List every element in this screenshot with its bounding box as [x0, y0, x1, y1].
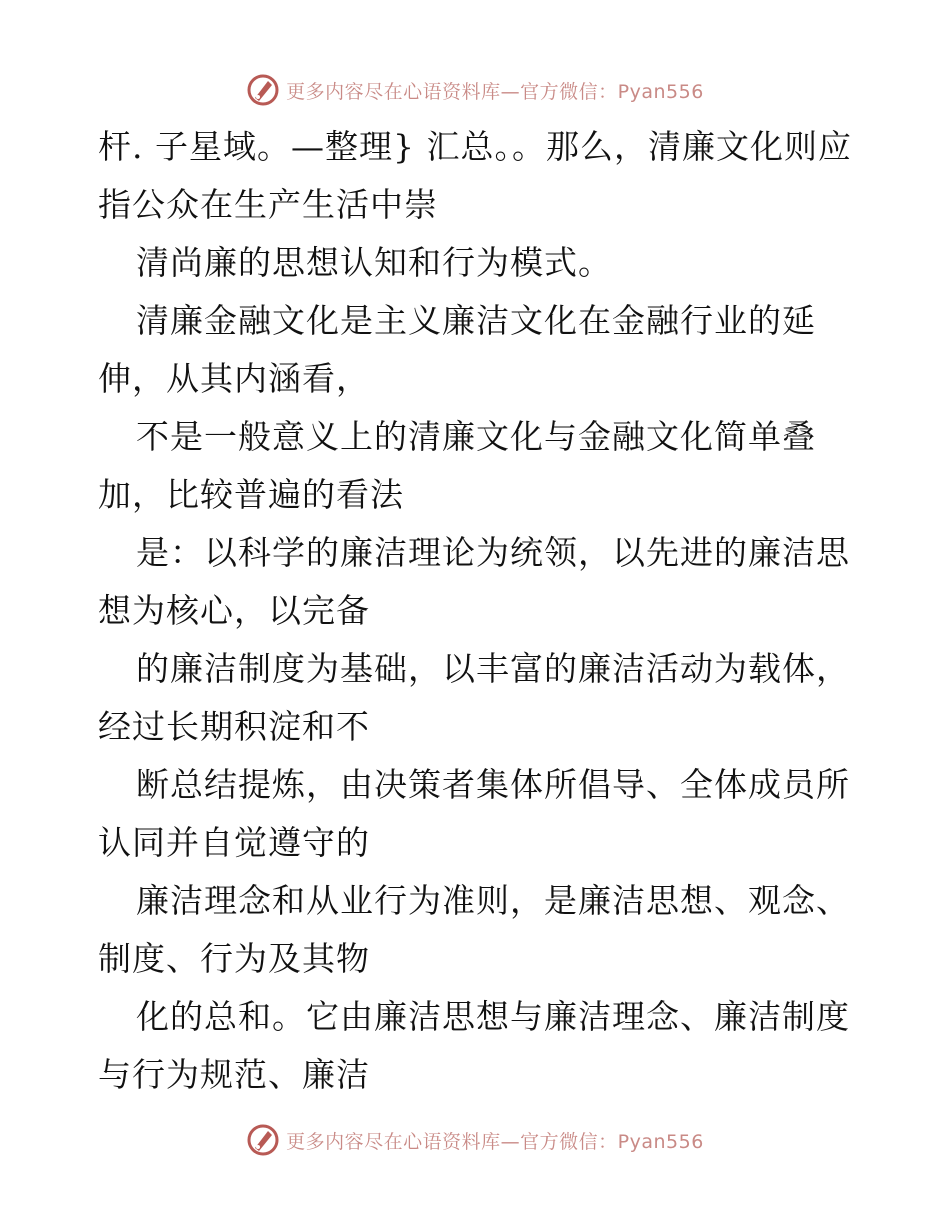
text-line: 杆. 子星域。—整理} 汇总。。那么，清廉文化则应 — [98, 127, 852, 166]
text-line: 廉洁理念和从业行为准则，是廉洁思想、观念、 — [136, 881, 850, 920]
text-line: 与行为规范、廉洁 — [98, 1055, 370, 1094]
text-line: 清廉金融文化是主义廉洁文化在金融行业的延 — [136, 301, 816, 340]
footer-banner — [0, 1120, 950, 1160]
text-line: 经过长期积淀和不 — [98, 707, 370, 746]
text-line: 化的总和。它由廉洁思想与廉洁理念、廉洁制度 — [136, 997, 850, 1036]
text-line: 是：以科学的廉洁理论为统领，以先进的廉洁思 — [136, 533, 850, 572]
text-line: 认同并自觉遵守的 — [98, 823, 370, 862]
text-line: 清尚廉的思想认知和行为模式。 — [136, 243, 612, 282]
text-line: 伸，从其内涵看， — [98, 359, 370, 398]
footer-banner-text: 更多内容尽在心语资料库—官方微信：Pyan556 — [286, 1130, 704, 1153]
text-line: 制度、行为及其物 — [98, 939, 370, 978]
pen-seal-icon — [246, 1123, 280, 1157]
text-line: 不是一般意义上的清廉文化与金融文化简单叠 — [136, 417, 816, 456]
text-line: 加，比较普遍的看法 — [98, 475, 404, 514]
document-body — [98, 118, 898, 1104]
text-line: 指公众在生产生活中崇 — [98, 185, 438, 224]
header-banner — [0, 70, 950, 110]
pen-seal-icon — [246, 73, 280, 107]
text-line: 断总结提炼，由决策者集体所倡导、全体成员所 — [136, 765, 850, 804]
header-banner-text: 更多内容尽在心语资料库—官方微信：Pyan556 — [286, 80, 704, 103]
text-line: 想为核心，以完备 — [98, 591, 370, 630]
text-line: 的廉洁制度为基础，以丰富的廉洁活动为载体， — [136, 649, 850, 688]
